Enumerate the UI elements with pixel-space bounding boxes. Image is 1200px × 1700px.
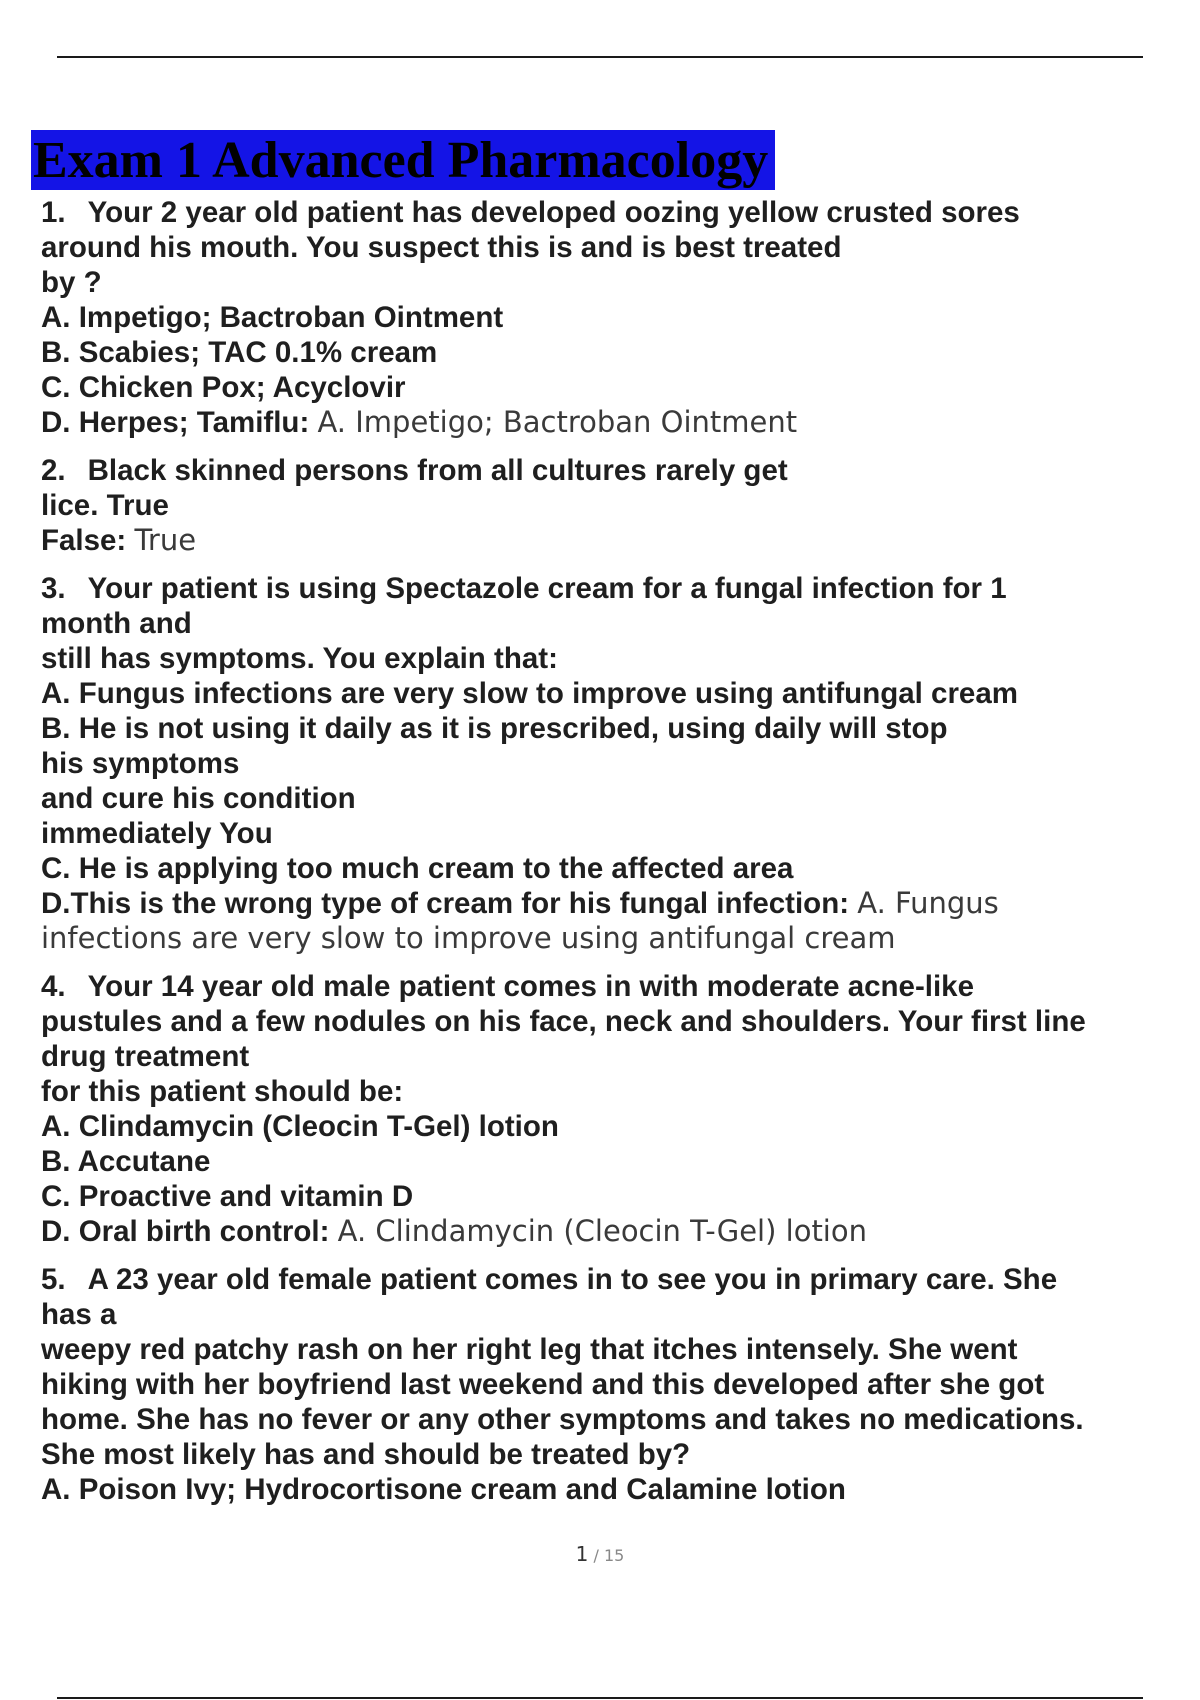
question-stem-line [41, 1262, 1191, 1297]
question-line: home. She has no fever or any other symptoms and takes no medications. [41, 1403, 1084, 1436]
option-b-cont: immediately You [41, 817, 273, 850]
option-c: C. He is applying too much cream to the affected area [41, 852, 794, 885]
question-line: has a [41, 1298, 117, 1331]
question-line: still has symptoms. You explain that: [41, 642, 558, 675]
option-b: B. He is not using it daily as it is prescribed, using daily will stop [41, 712, 948, 745]
question-number: 5. [41, 1263, 66, 1296]
option-c: C. Proactive and vitamin D [41, 1180, 414, 1213]
question-stem-line [41, 453, 1191, 488]
question-2 [41, 453, 1191, 558]
question-text: Your 14 year old male patient comes in with moderate acne-like [87, 970, 974, 1003]
question-line: by ? [41, 266, 102, 299]
option-b: B. Scabies; TAC 0.1% cream [41, 336, 438, 369]
question-5 [41, 1262, 1191, 1507]
option-c: C. Chicken Pox; Acyclovir [41, 371, 406, 404]
question-line: around his mouth. You suspect this is and is best treated [41, 231, 842, 264]
answer-text-cont: infections are very slow to improve using antifungal cream [41, 921, 896, 955]
option-a: A. Impetigo; Bactroban Ointment [41, 301, 504, 334]
option-false: False: [41, 524, 127, 557]
option-b-cont: his symptoms [41, 747, 240, 780]
question-line: weepy red patchy rash on her right leg that itches intensely. She went [41, 1333, 1018, 1366]
top-rule [57, 56, 1143, 58]
question-text: Your 2 year old patient has developed oozing yellow crusted sores [87, 196, 1020, 229]
question-line: for this patient should be: [41, 1075, 404, 1108]
question-stem-line [41, 195, 1191, 230]
option-a: A. Fungus infections are very slow to improve using antifungal cream [41, 677, 1018, 710]
question-number: 3. [41, 572, 66, 605]
question-number: 1. [41, 196, 66, 229]
question-number: 4. [41, 970, 66, 1003]
option-a: A. Clindamycin (Cleocin T-Gel) lotion [41, 1110, 559, 1143]
option-d-with-answer [41, 1214, 1191, 1249]
question-number: 2. [41, 454, 66, 487]
question-line: drug treatment [41, 1040, 250, 1073]
option-d: D.This is the wrong type of cream for his fungal infection: [41, 887, 850, 920]
page-number: 1 [575, 1542, 589, 1566]
answer-text: A. Fungus [857, 886, 999, 920]
option-a: A. Poison Ivy; Hydrocortisone cream and Calamine lotion [41, 1473, 846, 1506]
question-line: month and [41, 607, 192, 640]
answer-text: A. Impetigo; Bactroban Ointment [317, 405, 798, 439]
question-4 [41, 969, 1191, 1249]
question-line: pustules and a few nodules on his face, neck and shoulders. Your first line [41, 1005, 1086, 1038]
question-text: A 23 year old female patient comes in to see you in primary care. She [87, 1263, 1058, 1296]
document-body [41, 195, 1191, 1520]
answer-text: True [134, 523, 197, 557]
option-d: D. Oral birth control: [41, 1215, 330, 1248]
option-false-with-answer [41, 523, 1191, 558]
option-d-with-answer [41, 886, 1191, 921]
bottom-rule [57, 1697, 1143, 1699]
question-stem-line [41, 571, 1191, 606]
option-b-cont: and cure his condition [41, 782, 356, 815]
question-line: hiking with her boyfriend last weekend and this developed after she got [41, 1368, 1045, 1401]
option-d-with-answer [41, 405, 1191, 440]
question-3 [41, 571, 1191, 956]
option-d: D. Herpes; Tamiflu: [41, 406, 310, 439]
question-stem-line [41, 969, 1191, 1004]
document-title-highlight [31, 130, 775, 190]
question-line: She most likely has and should be treated by? [41, 1438, 691, 1471]
question-text: Black skinned persons from all cultures rarely get [87, 454, 788, 487]
page-indicator [0, 1542, 1200, 1566]
option-b: B. Accutane [41, 1145, 211, 1178]
document-title: Exam 1 Advanced Pharmacology [33, 132, 769, 189]
question-line: lice. True [41, 489, 169, 522]
page-total: / 15 [593, 1546, 625, 1565]
question-text: Your patient is using Spectazole cream for a fungal infection for 1 [87, 572, 1007, 605]
question-1 [41, 195, 1191, 440]
answer-text: A. Clindamycin (Cleocin T-Gel) lotion [337, 1214, 867, 1248]
